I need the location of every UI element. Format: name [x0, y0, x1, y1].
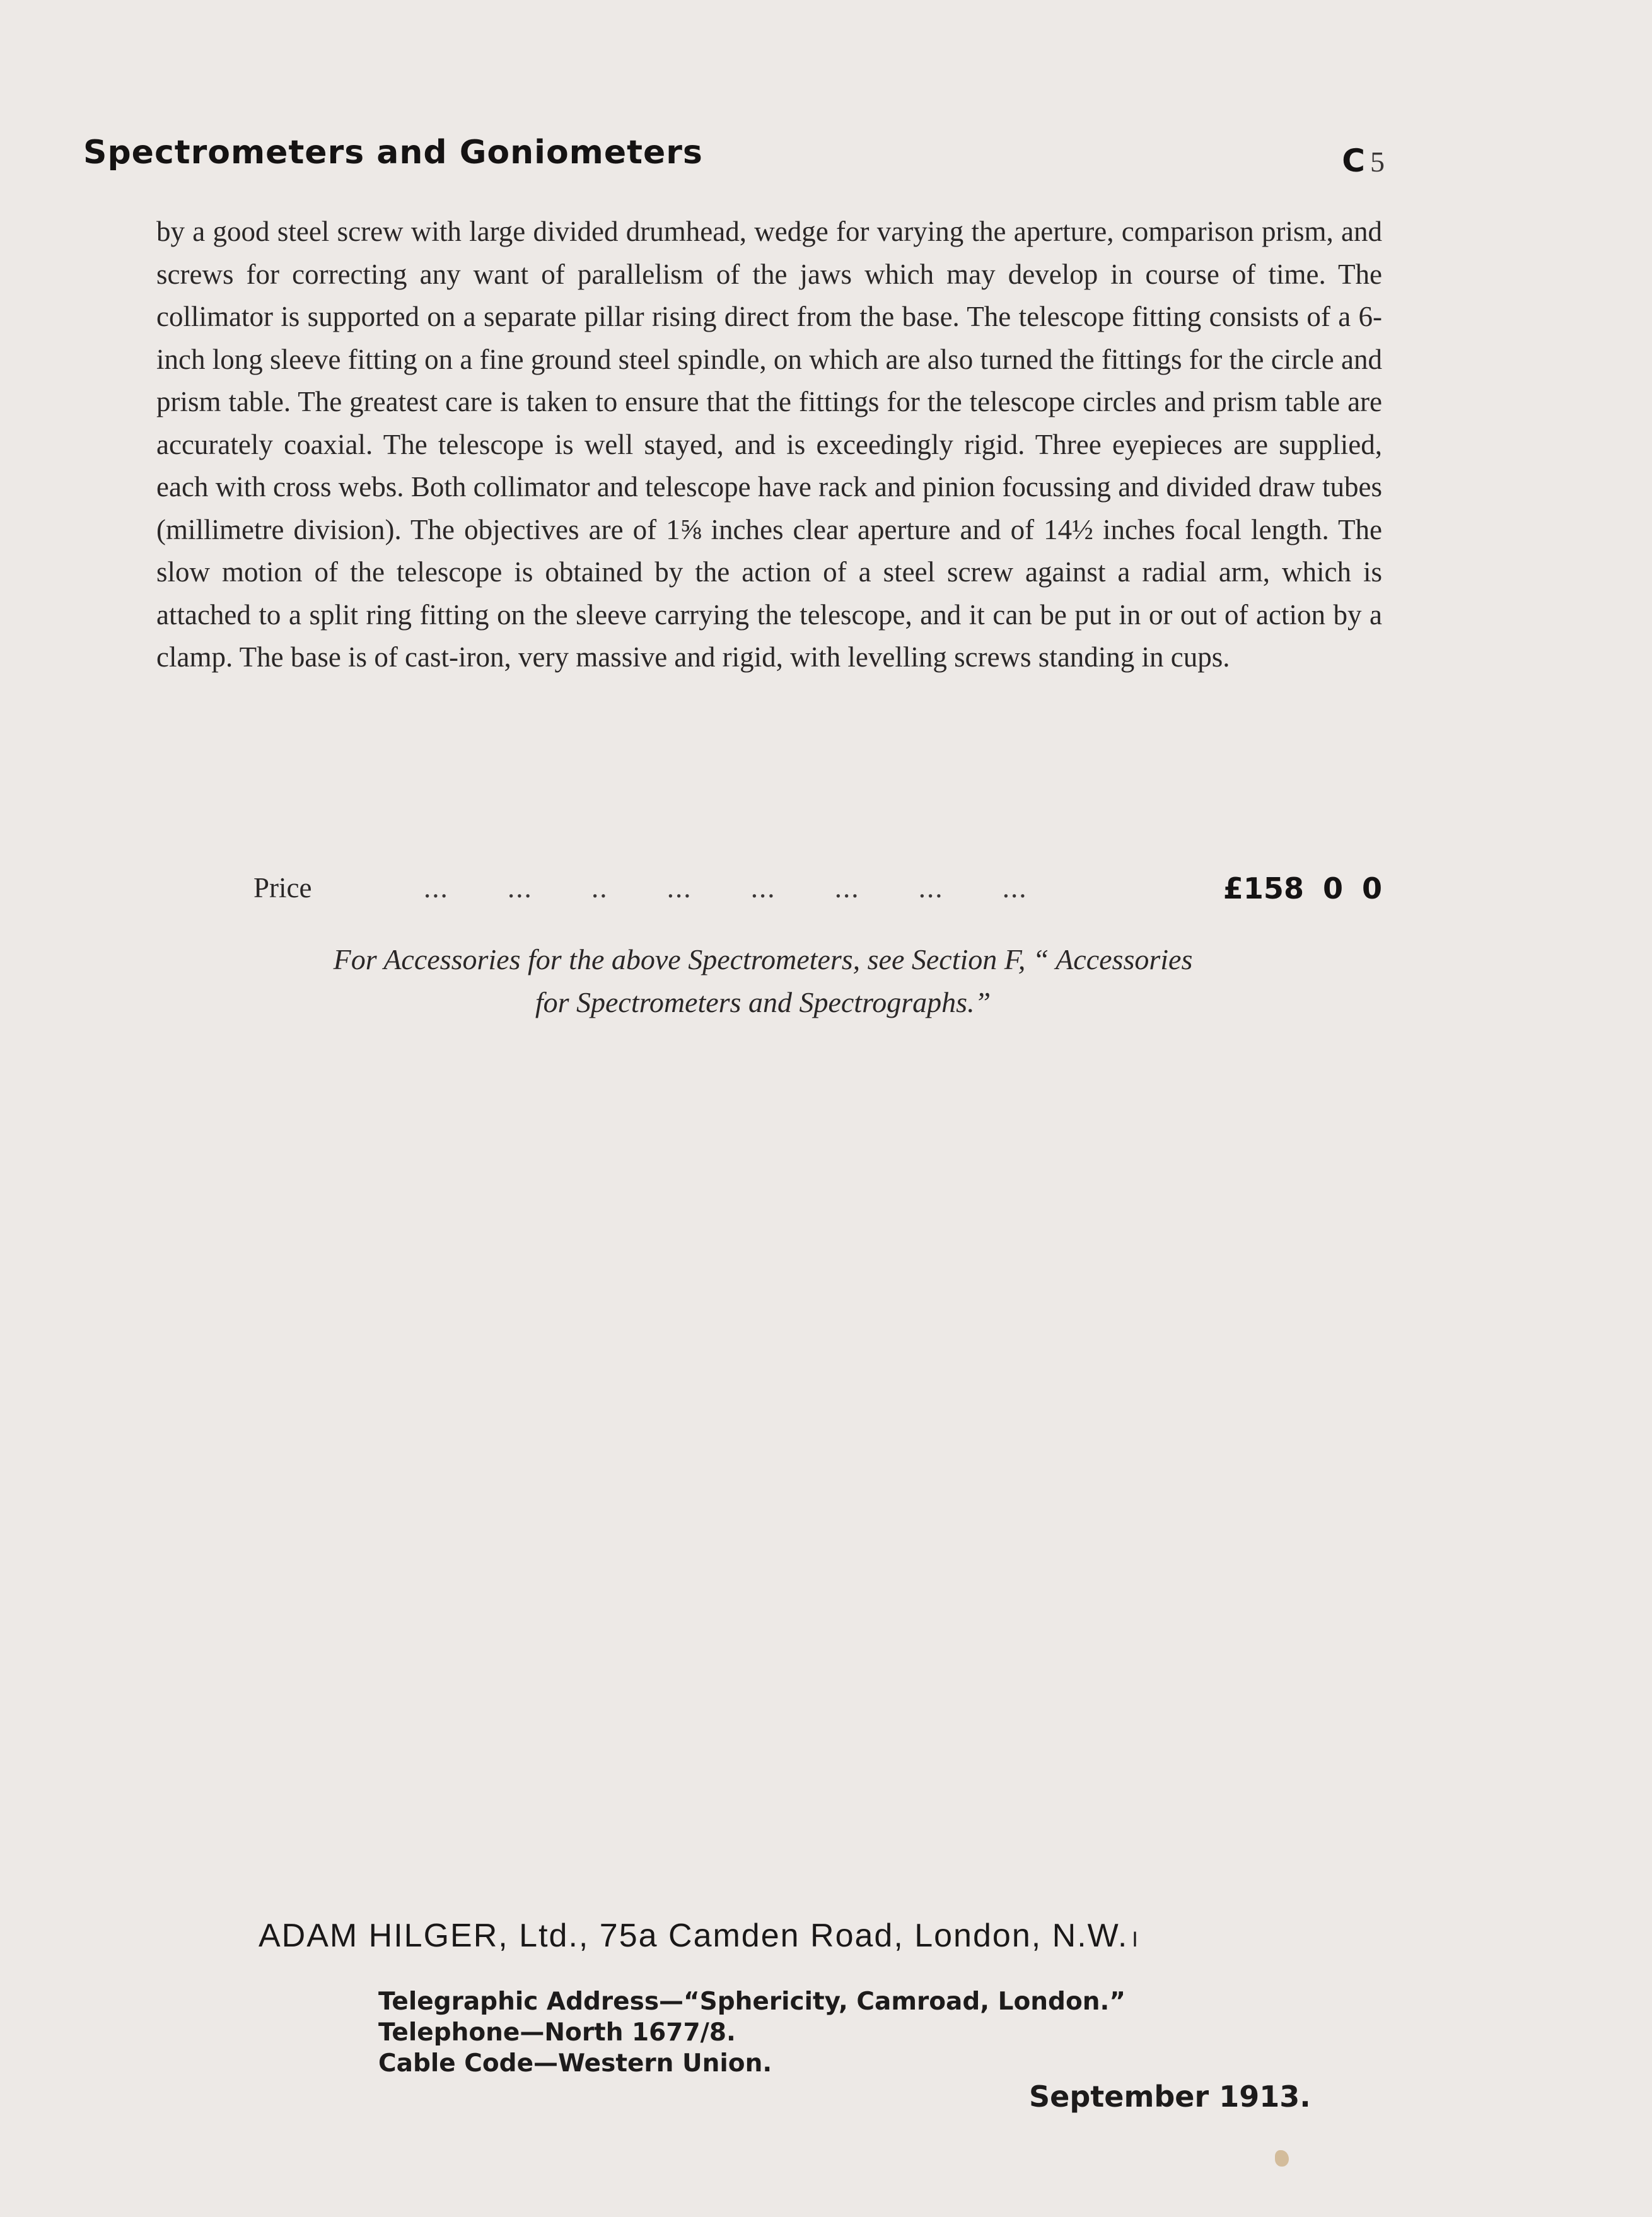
body-paragraph: by a good steel screw with large divided drumhead, wedge for varying the aperture, comparison prism, and screws for correcting any want of parallelism of the jaws which may develop in course of time. The collimator is supported on a separate pillar rising direct from the base. The telescope fitting consists of a 6-inch long sleeve fitting on a fine ground steel spindle, on which are also turned the fittings for the circle and prism table. The greatest care is taken to ensure that the fittings for the telescope circles and prism table are accurately coaxial. The telescope is well stayed, and is exceedingly rigid. Three eyepieces are supplied, each with cross webs. Both collimator and telescope have rack and pinion focussing and divided draw tubes (millimetre division). The objectives are of 1⅝ inches clear aperture and of 14½ inches focal length. The slow motion of the telescope is obtained by the action of a steel screw against a radial arm, which is attached to a split ring fitting on the sleeve carrying the telescope, and it can be put in or out of action by a clamp. The base is of cast-iron, very massive and rigid, with levelling screws standing in cups. — [156, 216, 1382, 673]
company-address — [259, 1917, 1139, 1955]
accessories-note-line-1: For Accessories for the above Spectrometers, see Section F, “ Accessories — [333, 943, 1193, 975]
telegraphic-address: Telegraphic Address—“Sphericity, Camroad, London.” — [378, 1987, 1126, 2016]
company-address-suffix: I — [1132, 1928, 1139, 1952]
contact-block — [378, 1986, 1126, 2079]
section-letter: C — [1342, 143, 1365, 179]
price-label: Price — [253, 872, 312, 904]
cable-code: Cable Code—Western Union. — [378, 2049, 772, 2078]
price-dot-leader: ... ... .. ... ... ... ... ... — [424, 872, 1028, 904]
accessories-note-line-2: for Spectrometers and Spectrographs.” — [535, 986, 991, 1018]
page-number — [1342, 143, 1385, 179]
issue-date: September 1913. — [1029, 2080, 1311, 2114]
accessories-note — [233, 938, 1293, 1024]
company-address-text: ADAM HILGER, Ltd., 75a Camden Road, London, N.W. — [259, 1917, 1129, 1954]
page-number-value: 5 — [1370, 146, 1385, 178]
price-row — [253, 871, 1382, 916]
price-value: £158 0 0 — [1223, 871, 1382, 905]
paper-blemish — [1275, 2150, 1289, 2167]
page-header-title: Spectrometers and Goniometers — [83, 134, 703, 172]
telephone-number: Telephone—North 1677/8. — [378, 2018, 736, 2047]
